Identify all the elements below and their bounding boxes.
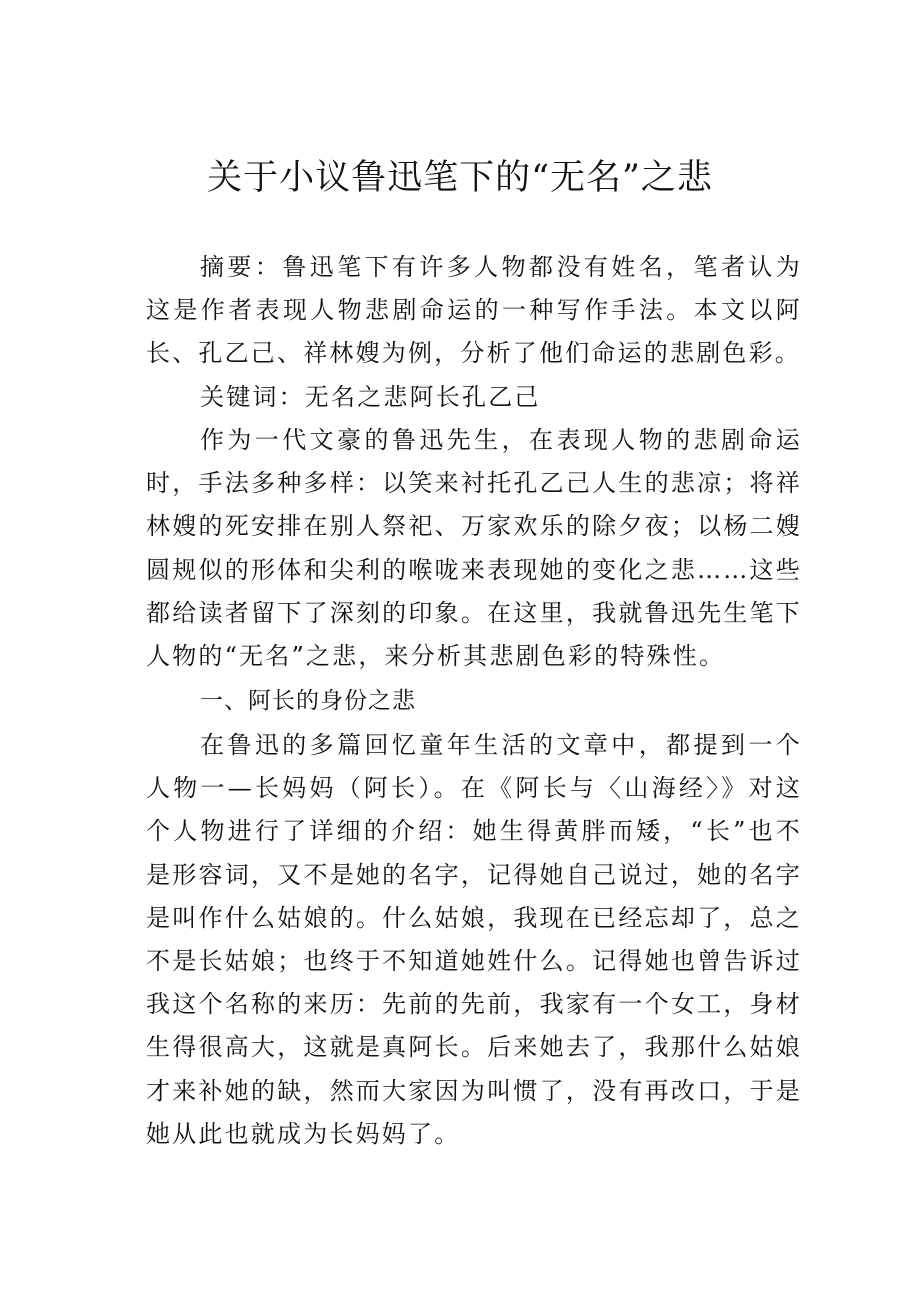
section-heading: 一、阿长的身份之悲	[200, 688, 416, 714]
section-paragraph: 在鲁迅的多篇回忆童年生活的文章中，都提到一个人物一—长妈妈（阿长）。在《阿长与〈山海经〉》对这个人物进行了详细的介绍：她生得黄胖而矮，“长”也不是形容词，又不是她的名字，记得她自己说过，她的名字是叫作什么姑娘的。什么姑娘，我现在已经忘却了，总之不是长姑娘；也终于不知道她姓什么。记得她也曾告诉过我这个名称的来历：先前的先前，我家有一个女工，身材生得很高大，这就是真阿长。后来她去了，我那什么姑娘才来补她的缺，然而大家因为叫惯了，没有再改口，于是她从此也就成为长妈妈了。	[146, 731, 802, 1148]
abstract-paragraph: 摘要：鲁迅笔下有许多人物都没有姓名，笔者认为这是作者表现人物悲剧命运的一种写作手法。本文以阿长、孔乙己、祥林嫂为例，分析了他们命运的悲剧色彩。	[146, 253, 802, 368]
keywords-line: 关键词：无名之悲阿长孔乙己	[200, 383, 541, 411]
document-title: 关于小议鲁迅笔下的“无名”之悲	[207, 158, 713, 198]
intro-paragraph: 作为一代文豪的鲁迅先生，在表现人物的悲剧命运时，手法多种多样：以笑来衬托孔乙己人生的悲凉；将祥林嫂的死安排在别人祭祀、万家欢乐的除夕夜；以杨二嫂圆规似的形体和尖利的喉咙来表现她的变化之悲……这些都给读者留下了深刻的印象。在这里，我就鲁迅先生笔下人物的“无名”之悲，来分析其悲剧色彩的特殊性。	[146, 426, 802, 671]
